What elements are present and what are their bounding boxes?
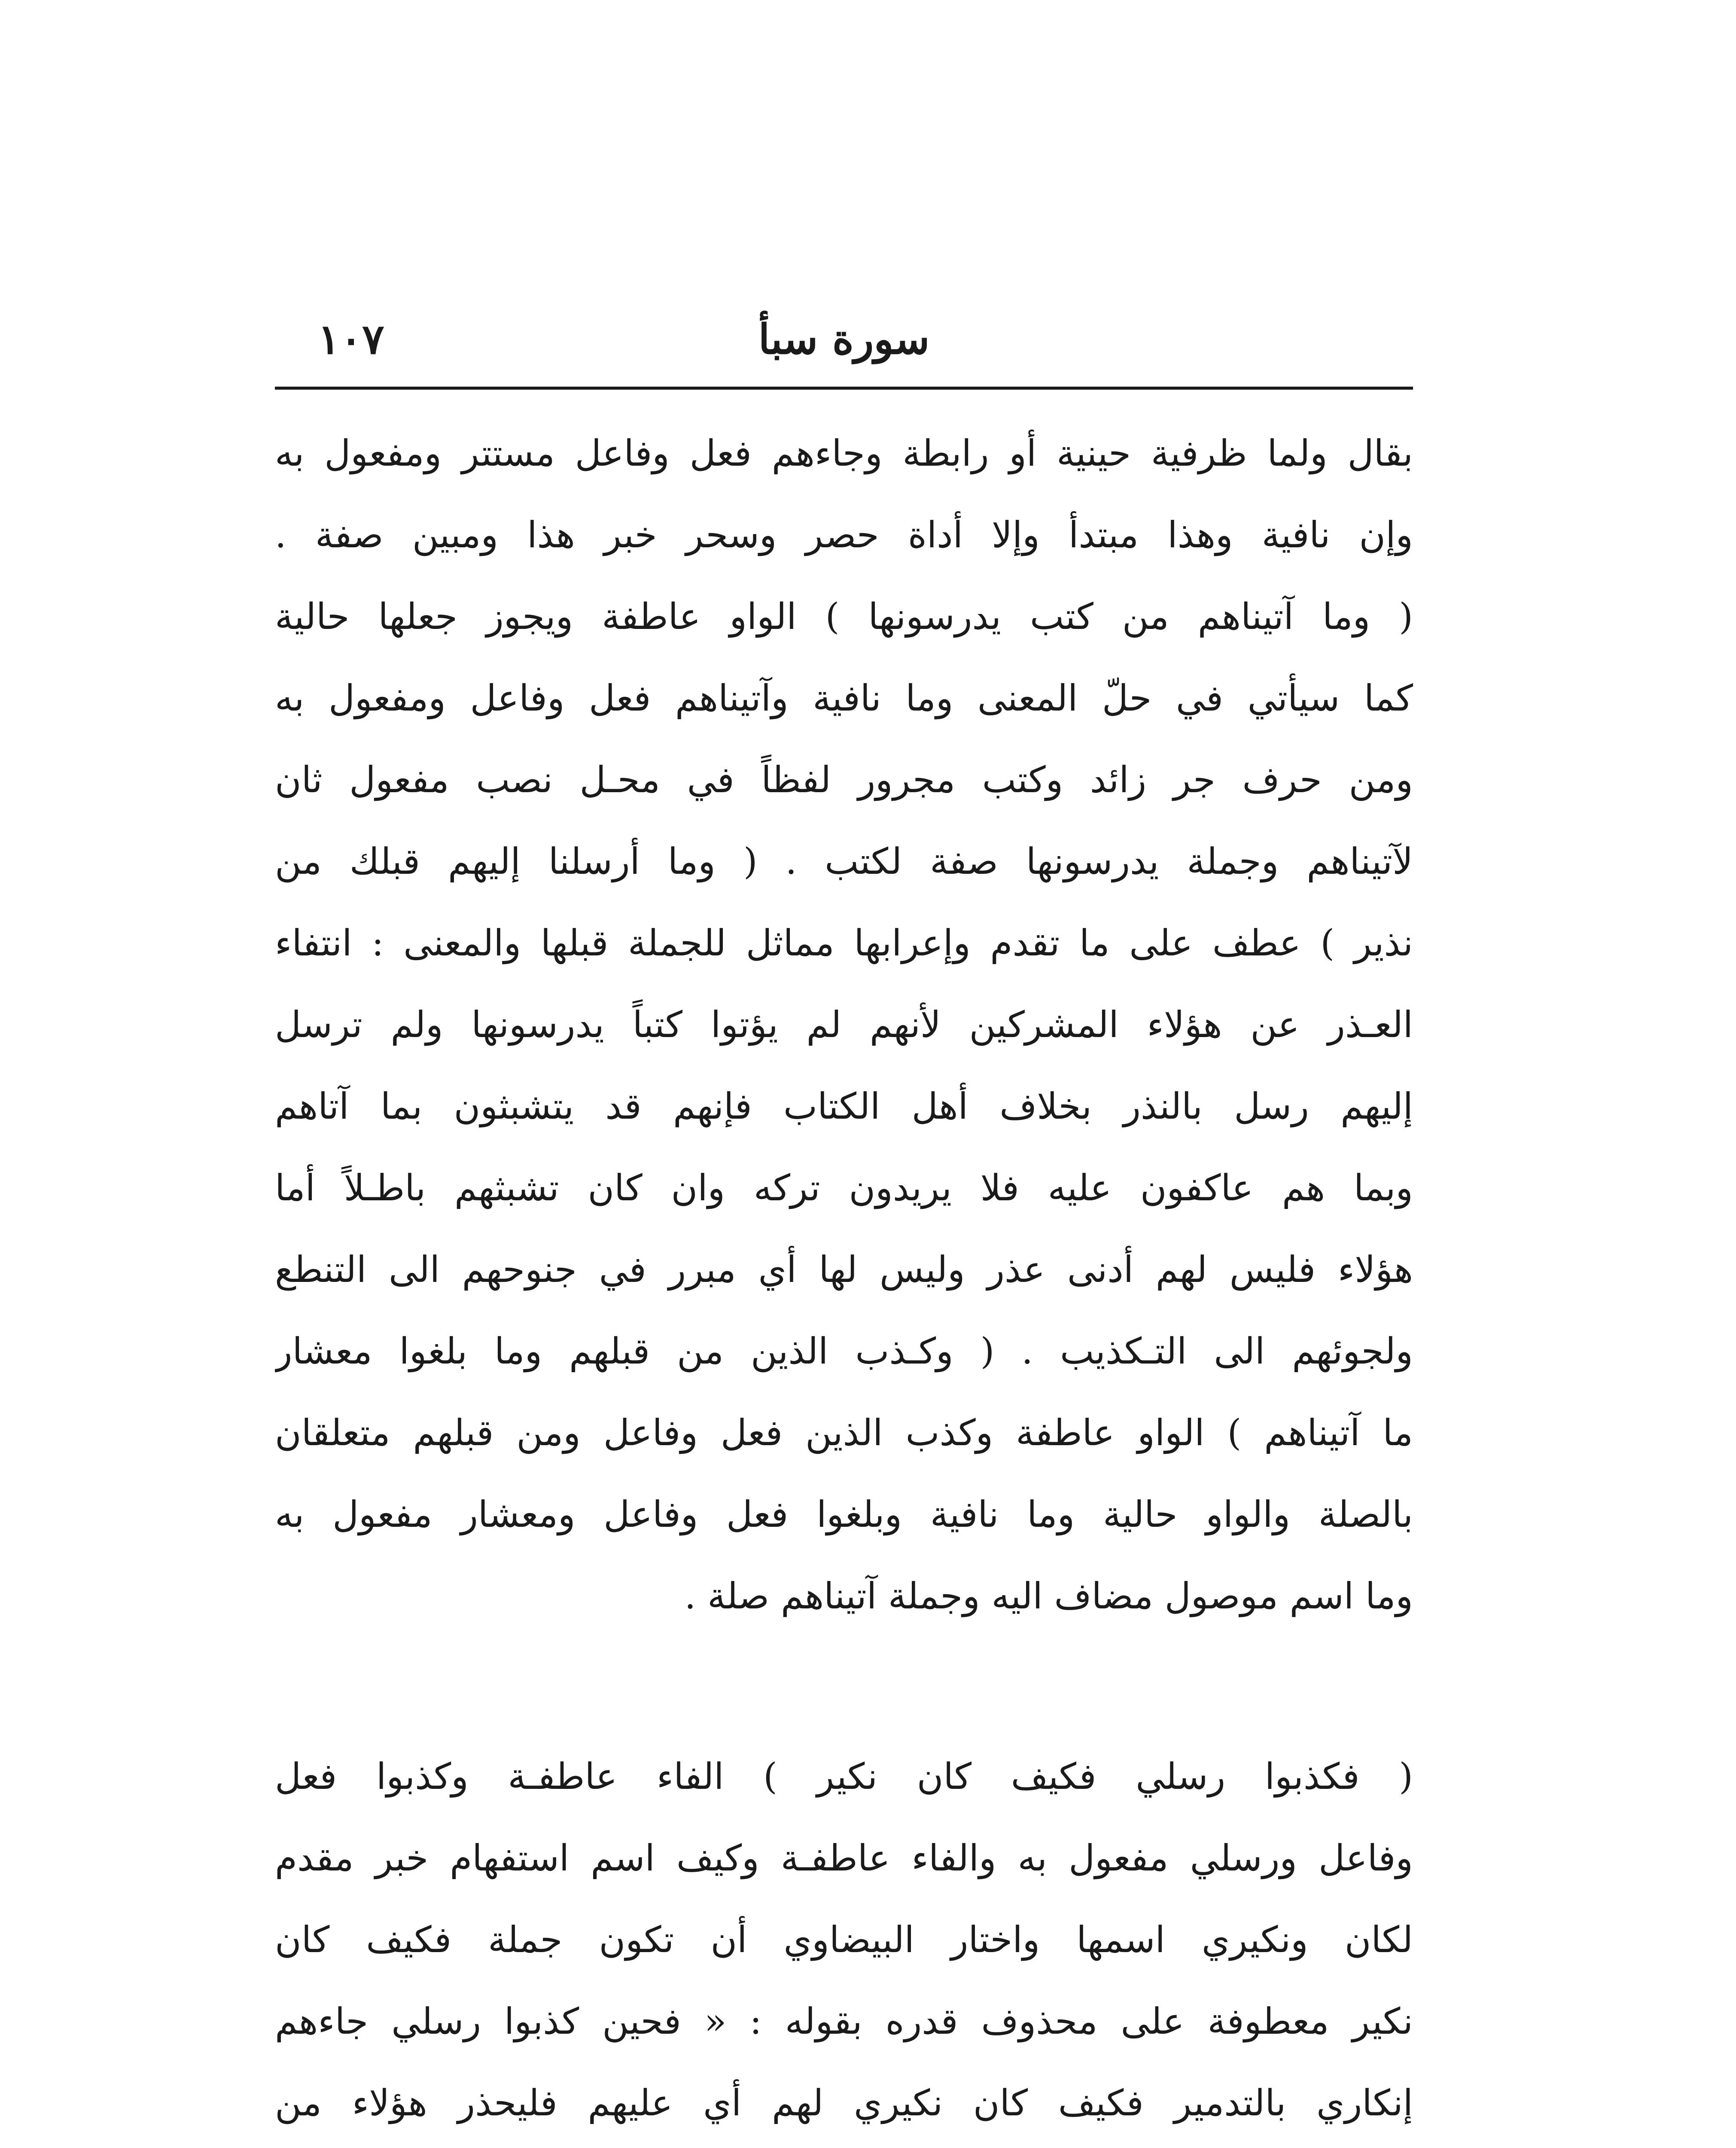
text-line: لآتيناهم وجملة يدرسونها صفة لكتب . ( وما أرسلنا إليهم قبلك من	[275, 840, 1413, 882]
text-line: وفاعل ورسلي مفعول به والفاء عاطفـة وكيف اسم استفهام خبر مقدم	[275, 1837, 1413, 1879]
text-line: كما سيأتي في حلّ المعنى وما نافية وآتيناهم فعل وفاعل ومفعول به	[275, 677, 1413, 719]
text-line: ولجوئهم الى التـكذيب . ( وكـذب الذين من قبلهم وما بلغوا معشار	[275, 1330, 1413, 1372]
page-number: ١٠٧	[318, 315, 384, 363]
paragraph-2	[275, 1736, 1413, 2148]
text-line: ما آتيناهم ) الواو عاطفة وكذب الذين فعل وفاعل ومن قبلهم متعلقان	[275, 1412, 1413, 1454]
text-line: إنكاري بالتدمير فكيف كان نكيري لهم أي عليهم فليحذر هؤلاء من	[275, 2082, 1413, 2124]
paragraph-1	[275, 412, 1413, 1637]
text-line: إليهم رسل بالنذر بخلاف أهل الكتاب فإنهم قد يتشبثون بما آتاهم	[275, 1085, 1413, 1127]
text-line: ( وما آتيناهم من كتب يدرسونها ) الواو عاطفة ويجوز جعلها حالية	[275, 595, 1413, 638]
text-line	[275, 2144, 1413, 2148]
text-line: ومن حرف جر زائد وكتب مجرور لفظاً في محـل نصب مفعول ثان	[275, 759, 1413, 801]
text-line: ( فكذبوا رسلي فكيف كان نكير ) الفاء عاطفـة وكذبوا فعل	[275, 1755, 1413, 1797]
text-line: هؤلاء فليس لهم أدنى عذر وليس لها أي مبرر في جنوحهم الى التنطع	[275, 1248, 1413, 1291]
page-header	[275, 301, 1413, 378]
text-line: لكان ونكيري اسمها واختار البيضاوي أن تكون جملة فكيف كان	[275, 1919, 1413, 1961]
text-line: نذير ) عطف على ما تقدم وإعرابها مماثل للجملة قبلها والمعنى : انتفاء	[275, 922, 1413, 964]
header-divider	[275, 387, 1413, 390]
text-line: العـذر عن هؤلاء المشركين لأنهم لم يؤتوا كتباً يدرسونها ولم ترسل	[275, 1004, 1413, 1046]
text-line: وما اسم موصول مضاف اليه وجملة آتيناهم صلة .	[684, 1575, 1413, 1617]
text-line: بقال ولما ظرفية حينية أو رابطة وجاءهم فعل وفاعل مستتر ومفعول به	[275, 432, 1413, 474]
running-title: سورة سبأ	[758, 315, 930, 363]
text-line: بالصلة والواو حالية وما نافية وبلغوا فعل وفاعل ومعشار مفعول به	[275, 1493, 1413, 1535]
text-line: وإن نافية وهذا مبتدأ وإلا أداة حصر وسحر خبر هذا ومبين صفة .	[275, 514, 1413, 556]
text-line: نكير معطوفة على محذوف قدره بقوله : « فحين كذبوا رسلي جاءهم	[275, 2000, 1413, 2042]
text-line: وبما هم عاكفون عليه فلا يريدون تركه وان كان تشبثهم باطـلاً أما	[275, 1167, 1413, 1209]
